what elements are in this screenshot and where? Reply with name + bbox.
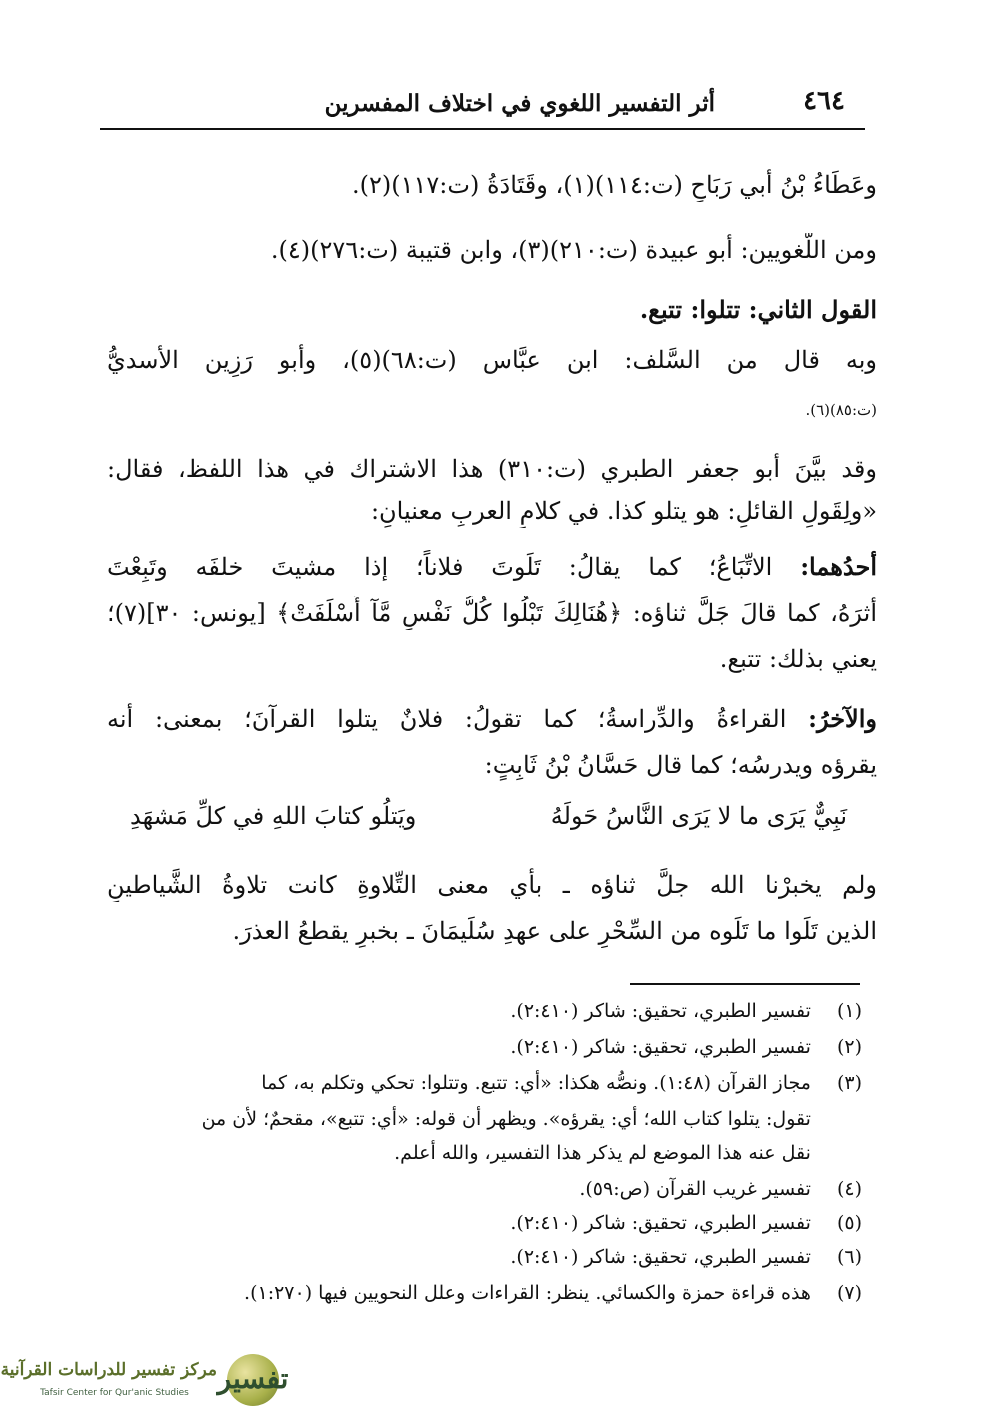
footnote-number: (١) bbox=[836, 1000, 862, 1022]
term-second: والآخرُ: bbox=[808, 704, 877, 733]
footnote-3 bbox=[102, 1068, 862, 1098]
body-line-5 bbox=[107, 390, 877, 427]
section-heading-text: القول الثاني: تتلوا: تتبع. bbox=[639, 295, 877, 324]
logo-mark: تفسير bbox=[217, 1362, 289, 1395]
footnote-text: تفسير الطبري، تحقيق: شاكر (٢:٤١٠). bbox=[510, 1246, 811, 1268]
body-line-14: الذين تَلَوا ما تَلَوه من السِّحْرِ على عهدِ سُلَيمَانَ ـ بخبرٍ يقطعُ العذرَ. bbox=[232, 917, 877, 945]
footnote-2 bbox=[102, 1032, 862, 1062]
body-line-8 bbox=[107, 550, 877, 584]
footnote-text: نقل عنه هذا الموضع لم يذكر هذا التفسير، والله أعلم. bbox=[394, 1142, 811, 1164]
body-line-2: ومن اللُّغويين: أبو عبيدة (ت:٢١٠)(٣)، وابن قتيبة (ت:٢٧٦)(٤). bbox=[270, 236, 877, 264]
logo-arabic-name: مركز تفسير للدراسات القرآنية bbox=[0, 1360, 217, 1380]
poem-second-hemistich: ويَتلُو كتابَ اللهِ في كلِّ مَشهَدِ bbox=[130, 802, 417, 830]
running-header bbox=[100, 80, 865, 130]
term-first: أحدُهما: bbox=[800, 552, 877, 581]
footnote-text: هذه قراءة حمزة والكسائي. ينظر: القراءات وعلل النحويين فيها (١:٢٧٠). bbox=[244, 1282, 811, 1304]
footnote-text: تفسير غريب القرآن (ص:٥٩). bbox=[579, 1178, 811, 1200]
publisher-logo bbox=[0, 1352, 292, 1414]
footnote-text: تفسير الطبري، تحقيق: شاكر (٢:٤١٠). bbox=[510, 1036, 811, 1058]
footnote-1 bbox=[102, 996, 862, 1026]
footnote-text: تفسير الطبري، تحقيق: شاكر (٢:٤١٠). bbox=[510, 1212, 811, 1234]
body-line-10: يعني بذلك: تتبع. bbox=[719, 645, 877, 673]
body-line-11-text: القراءةُ والدِّراسةُ؛ كما تقولُ: فلانٌ يتلوا القرآنَ؛ بمعنى: أنه bbox=[107, 705, 787, 733]
logo-english-name: Tafsir Center for Qur'anic Studies bbox=[40, 1388, 189, 1398]
footnote-number: (٣) bbox=[836, 1072, 862, 1094]
footnote-text: تقول: يتلوا كتاب الله؛ أي: يقرؤه». ويظهر أن قوله: «أي: تتبع»، مقحمٌ؛ لأن من bbox=[201, 1108, 811, 1130]
poem-first-hemistich: نَبِيٌّ يَرَى ما لا يَرَى النَّاسُ حَولَهُ bbox=[550, 802, 847, 830]
body-line-9: أثرَهُ، كما قالَ جَلَّ ثناؤه: ﴿هُنَالِكَ تَبْلُوا كُلُّ نَفْسٍ مَّآ أَسْلَفَتْ﴾ [يونس: ٣٠](٧)؛ bbox=[107, 599, 877, 627]
footnote-6 bbox=[102, 1242, 862, 1272]
body-line-13: ولم يخبرْنا الله جلَّ ثناؤه ـ بأي معنى التِّلاوةِ كانت تلاوةُ الشَّياطينِ bbox=[107, 871, 877, 899]
footnote-number: (٤) bbox=[836, 1178, 862, 1200]
footnote-7 bbox=[102, 1278, 862, 1308]
page-number: ٤٦٤ bbox=[803, 86, 845, 116]
body-line-4: وبه قال من السَّلف: ابن عبَّاس (ت:٦٨)(٥)، وأبو رَزِين الأسديُّ bbox=[107, 346, 877, 374]
footnote-separator bbox=[630, 983, 860, 985]
footnote-4 bbox=[102, 1174, 862, 1204]
body-line-7: «ولِقَولِ القائلِ: هو يتلو كذا. في كلامِ العربِ معنيانِ: bbox=[370, 497, 877, 525]
footnote-3-cont-2 bbox=[102, 1138, 862, 1168]
footnote-text: تفسير الطبري، تحقيق: شاكر (٢:٤١٠). bbox=[510, 1000, 811, 1022]
body-line-6: وقد بيَّنَ أبو جعفر الطبري (ت:٣١٠) هذا الاشتراك في هذا اللفظ، فقال: bbox=[107, 455, 877, 483]
footnote-number: (٢) bbox=[836, 1036, 862, 1058]
body-line-12: يقرؤه ويدرسُه؛ كما قال حَسَّانُ بْنُ ثَابِتٍ: bbox=[484, 751, 877, 779]
body-line-1: وعَطَاءُ بْنُ أبي رَبَاحٍ (ت:١١٤)(١)، وقَتَادَةُ (ت:١١٧)(٢). bbox=[351, 171, 877, 199]
footnote-number: (٧) bbox=[836, 1282, 862, 1304]
header-title: أثر التفسير اللغوي في اختلاف المفسرين bbox=[324, 90, 715, 117]
footnote-number: (٥) bbox=[836, 1212, 862, 1234]
body-line-8-text: الاتِّبَاعُ؛ كما يقالُ: تَلَوتَ فلاناً؛ إذا مشيتَ خلفَه وتَبِعْتَ bbox=[107, 553, 773, 581]
footnote-text: مجاز القرآن (١:٤٨). ونصُّه هكذا: «أي: تتبع. وتتلوا: تحكي وتكلم به، كما bbox=[261, 1072, 811, 1094]
footnote-number: (٦) bbox=[836, 1246, 862, 1268]
section-heading bbox=[107, 293, 877, 327]
body-line-5-text: (ت:٨٥)(٦). bbox=[805, 401, 877, 419]
body-line-11 bbox=[107, 702, 877, 736]
footnote-5 bbox=[102, 1208, 862, 1238]
footnote-3-cont-1 bbox=[102, 1104, 862, 1134]
